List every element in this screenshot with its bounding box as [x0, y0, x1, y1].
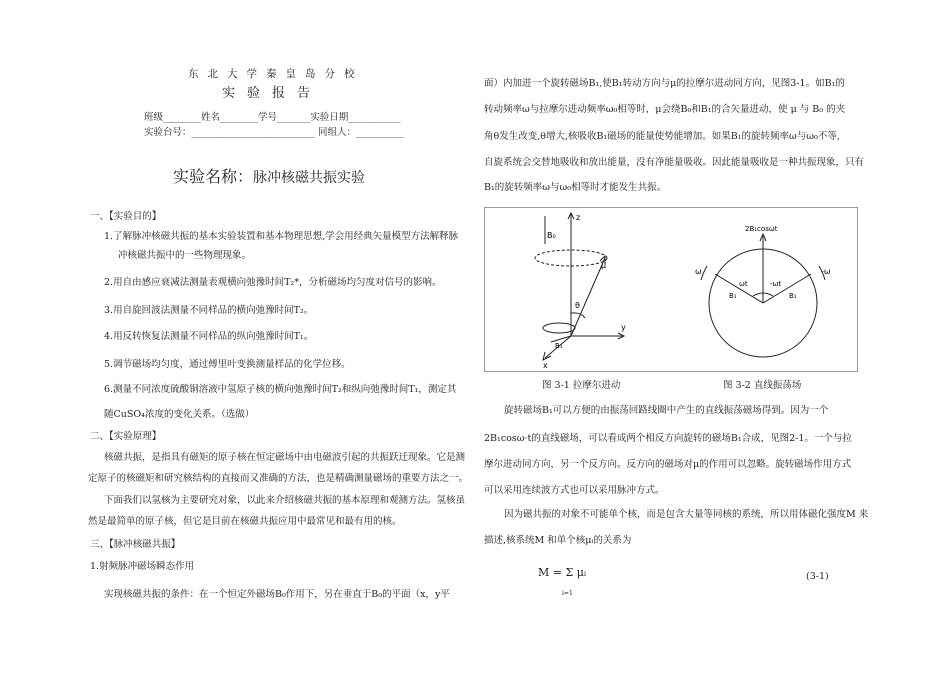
label-b1: B₁	[555, 342, 563, 350]
text-line: 自旋系统会交替地吸收和放出能量，没有净能量吸收。因此能量吸收是一种共振现象，只有	[484, 157, 865, 168]
label-2b1cos: 2B₁cosωt	[745, 225, 778, 233]
condition-line: 实现核磁共振的条件：在一个恒定外磁场B₀作用下，另在垂直于B₀的平面（x，y平	[104, 589, 450, 600]
text-line: 转动频率ω与拉摩尔进动频率ω₀相等时，μ会绕B₀和B₁的合矢量进动，使 μ 与 B₀ 的夹	[484, 104, 846, 115]
text-line: 因为磁共振的对象不可能单个核，而是包含大量等同核的系统，所以用体磁化强度M 来	[504, 509, 869, 520]
mu-vector	[571, 258, 605, 336]
label-minus-omega: -ω	[821, 267, 831, 276]
b1-left-vector	[715, 274, 763, 303]
subsection-rf-pulse: 1.射频脉冲磁场瞬态作用	[90, 561, 195, 572]
figure-box	[484, 207, 858, 372]
meta-line-1: 班级________姓名________学号_______实验日期___________	[144, 112, 401, 123]
text-line: 摩尔进动同方向，另一个反方向。反方向的磁场对μ的作用可以忽略。旋转磁场作用方式	[484, 459, 852, 470]
section-principle: 二、【实验原理】	[90, 431, 162, 442]
text-line: B₁的旋转频率ω与ω₀相等时才能发生共振。	[484, 182, 667, 193]
section-purpose: 一、【实验目的】	[90, 211, 162, 222]
text-line: 旋转磁场B₁可以方便的由振荡回路线圈中产生的直线振荡磁场得到。因为一个	[504, 405, 829, 416]
text-line: 2B₁cosω·t的直线磁场，可以看成两个相反方向旋转的磁场B₁合成，见图2-1。一个与拉	[484, 433, 852, 444]
purpose-item: 5.调节磁场均匀度，通过傅里叶变换测量样品的化学位移。	[104, 359, 351, 370]
equation-sum-index: i=1	[562, 590, 573, 597]
figure-3-2-caption: 图 3-2 直线振荡场	[723, 380, 802, 391]
experiment-label: 实验名称：	[173, 167, 254, 186]
purpose-item: 1.了解脉冲核磁共振的基本实验装置和基本物理思想,学会用经典矢量模型方法解释脉	[104, 231, 459, 242]
label-minus-wt: -ωt	[770, 280, 782, 288]
text-line: 面）内加进一个旋转磁场B₁,使B₁转动方向与μ的拉摩尔进动同方向，见图3-1。如B₁的	[484, 78, 845, 89]
text-line: 描述,核系统M 和单个核μᵢ的关系为	[484, 535, 632, 546]
b1-right-vector	[763, 274, 811, 303]
label-x: x	[543, 361, 548, 370]
purpose-item: 2.用自由感应衰减法测量表观横向弛豫时间T₂*，分析磁场均匀度对信号的影响。	[104, 277, 442, 288]
purpose-item: 4.用反转恢复法测量不同样品的纵向弛豫时间T₁。	[104, 331, 314, 342]
principle-line: 核磁共振，是指具有磁矩的原子核在恒定磁场中由电磁波引起的共振跃迁现象。它是测	[104, 452, 466, 463]
principle-line: 然是最简单的原子核，但它是目前在核磁共振应用中最常见和最有用的核。	[88, 516, 402, 527]
section-pulse-nmr: 三、【脉冲核磁共振】	[90, 539, 181, 550]
purpose-item: 冲核磁共振中的一些物理现象。	[118, 250, 252, 261]
label-wt: ωt	[739, 280, 748, 288]
text-line: 角θ发生改变,θ增大,核吸收B₁磁场的能量使势能增加。如果B₁的旋转频率ω与ω₀不等,	[484, 131, 840, 142]
experiment-name: 脉冲核磁共振实验	[253, 170, 366, 186]
school-name: 东北大学秦皇岛分校	[188, 68, 364, 80]
principle-line: 下面我们以氢核为主要研究对象，以此来介绍核磁共振的基本原理和观测方法。氢核虽	[104, 495, 466, 506]
report-title: 实验报告	[222, 86, 323, 101]
meta-line-2: 实验台号：__________________________ 同组人：__________	[144, 127, 404, 138]
label-theta: θ	[575, 301, 580, 310]
linear-oscillating-field-diagram	[701, 234, 825, 357]
label-z: z	[576, 213, 581, 222]
figure-diagrams	[485, 208, 857, 371]
purpose-item: 3.用自旋回波法测量不同样品的横向弛豫时间T₂。	[104, 305, 314, 316]
text-line: 可以采用连续波方式也可以采用脉冲方式。	[484, 485, 665, 496]
equation-number: (3-1)	[806, 571, 829, 582]
label-b1-left: B₁	[729, 292, 737, 300]
label-mu: μ	[601, 261, 607, 270]
omega-rotation-arrow	[701, 266, 707, 280]
label-b0: B₀	[547, 231, 556, 240]
equation: M = Σ μᵢ	[538, 566, 587, 579]
theta-arc	[571, 313, 585, 318]
label-omega: ω	[695, 267, 702, 276]
purpose-item: 6.测量不同浓度硫酸铜溶液中氢原子核的横向弛豫时间T₂和纵向弛豫时间T₁，测定其	[104, 384, 457, 395]
principle-line: 定原子的核磁矩和研究核结构的直接而又准确的方法，也是精确测量磁场的重要方法之一。	[88, 473, 469, 484]
purpose-item: 随CuSO₄浓度的变化关系。（选做）	[104, 409, 255, 420]
figure-3-1-caption: 图 3-1 拉摩尔进动	[542, 380, 621, 391]
label-y: y	[621, 323, 626, 332]
label-b1-right: B₁	[789, 292, 797, 300]
b1-orbit	[543, 323, 575, 333]
experiment-title	[173, 167, 365, 188]
